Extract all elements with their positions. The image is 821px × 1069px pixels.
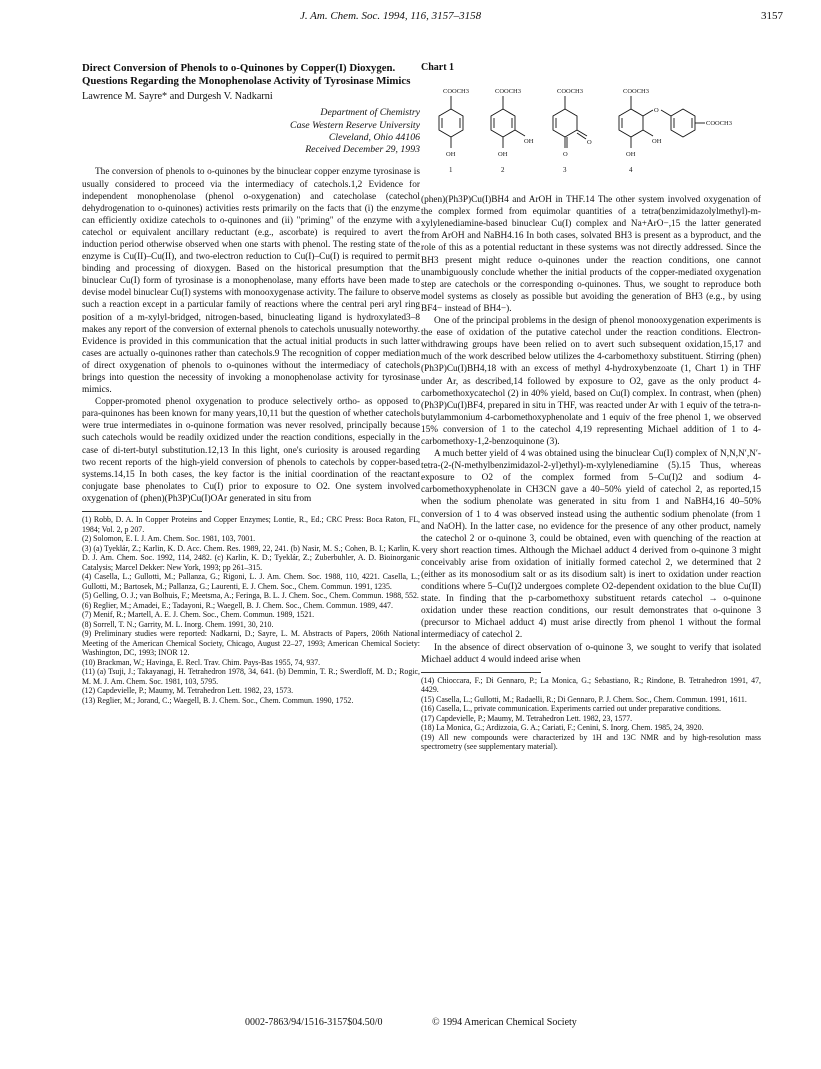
body-paragraph: In the absence of direct observation of o-quinone 3, we sought to verify that isolated Michael adduct 4 would indeed arise when [421, 642, 761, 665]
left-column [82, 62, 420, 705]
compound-number: 2 [501, 166, 505, 175]
ester-label: COOCH3 [495, 88, 522, 96]
footnote: (5) Gelling, O. J.; van Bolhuis, F.; Meetsma, A.; Feringa, B. L. J. Chem. Soc., Chem. Commun. 1988, 552. [82, 591, 419, 601]
copyright-notice: © 1994 American Chemical Society [432, 1017, 577, 1028]
footnote: (14) Chioccara, F.; Di Gennaro, P.; La Monica, G.; Sebastiano, R.; Rindone, B. Tetrahedron 1991, 47, 4429. [421, 675, 761, 695]
ester-label: COOCH3 [557, 88, 584, 96]
footnotes-right [421, 676, 761, 752]
chart-title: Chart 1 [421, 62, 455, 73]
ester-label: COOCH3 [443, 88, 470, 96]
footnote: (7) Menif, R.; Martell, A. E. J. Chem. Soc., Chem. Commun. 1989, 1521. [82, 610, 315, 620]
footnote: (18) La Monica, G.; Ardizzoia, G. A.; Cariati, F.; Cenini, S. Inorg. Chem. 1985, 24, 3920. [421, 723, 704, 733]
body-paragraph: Copper-promoted phenol oxygenation to produce selectively ortho- as opposed to para-quinones has been known for many years,10,11 but the question of whether catechols were true intermediates in o-quinone formation was never resolved, principally because such catechols would be readily oxidized under the reaction conditions, especially in the case of di-tert-butyl substitution.12,13 In this light, one's curiosity is aroused regarding two recent reports of the high-yield conversion of phenols to catechols by copper-based systems.14,15 In both cases, the key factor is the initial coordination of the reactant conjugate base phenolates to Cu(I) prior to exposure to O2. One system involved oxygenation of (phen)(Ph3P)Cu(I)OAr generated in situ from [82, 397, 420, 504]
article-code: 0002-7863/94/1516-3157$04.50/0 [245, 1017, 383, 1028]
ester-label: COOCH3 [623, 88, 650, 96]
affiliation-city: Cleveland, Ohio 44106 [328, 131, 420, 143]
body-paragraph: (phen)(Ph3P)Cu(I)BH4 and ArOH in THF.14 The other system involved oxygenation of the complex formed from equimolar quantities of a tetra(benzimidazolylmethyl)-m-xylylenediamine-based binuclear Cu(I) complex and Na+ArO−,15 the latter generated from ArOH and NaBH4.16 In both cases, solvated BH3 is present as a byproduct, and the role of this as a potential reductant in these systems was not directly addressed. Since the BH3 present might reduce o-quinones under the reaction conditions, one cannot unambiguously conclude whether the initial products of the copper-mediated oxygenation step are catechols or the corresponding o-quinones. Thus, we sought to reproduce both model systems as closely as possible but avoiding the generation of BH3 (e.g., by using BF4− instead of BH4−). [421, 195, 761, 314]
footnote: (8) Sorrell, T. N.; Garrity, M. L. Inorg. Chem. 1991, 30, 210. [82, 619, 274, 629]
footnote: (4) Casella, L.; Gullotti, M.; Pallanza, G.; Rigoni, L. J. Am. Chem. Soc. 1988, 110, 4221. Casella, L.; Gullotti, M.; Bartosek, M.; Pallanza, G.; Laurenti, E. J. Chem. Soc., Chem. Commun. 1991, 1235. [82, 572, 420, 591]
footnote: (19) All new compounds were characterized by 1H and 13C NMR and by high-resolution mass spectrometry (see supplementary material). [421, 732, 761, 752]
affiliation-department: Department of Chemistry [320, 107, 420, 119]
running-header [0, 10, 821, 28]
footnotes-left [82, 515, 420, 705]
hydroxyl-label: OH [498, 151, 508, 159]
article-title: Direct Conversion of Phenols to o-Quinones by Copper(I) Dioxygen. Questions Regarding the Monophenolase Activity of Tyrosinase Mimics [82, 62, 411, 87]
footnote: (2) Solomon, E. I. J. Am. Chem. Soc. 1981, 103, 7001. [82, 534, 256, 544]
compound-number: 1 [449, 166, 453, 175]
chemical-structures-figure [421, 76, 761, 188]
article-authors: Lawrence M. Sayre* and Durgesh V. Nadkarni [82, 91, 273, 102]
footnote: (17) Capdevielle, P.; Maumy, M. Tetrahedron Lett. 1982, 23, 1577. [421, 713, 633, 723]
footnote: (6) Reglier, M.; Amadei, E.; Tadayoni, R.; Waegell, B. J. Chem. Soc., Chem. Commun. 1989, 447. [82, 600, 393, 610]
footnote: (12) Capdevielle, P.; Maumy, M. Tetrahedron Lett. 1982, 23, 1573. [82, 686, 294, 696]
body-paragraph: A much better yield of 4 was obtained using the binuclear Cu(I) complex of N,N,N′,N′-tetra-(2-(N-methylbenzimidazol-2-yl)ethyl)-m-xylylenediamine (5).15 Thus, whereas exposure to O2 of the complex formed from 5–Cu(I)2 and sodium 4-carbomethoxyphenolate in CH3CN gave a 40–50% yield of catechol 2, as reported,15 when the sodium phenolate was generated in situ from 1 and NaBH4,16 40–50% conversion of 1 to 4 was observed instead using the authentic sodium phenolate (from 1 and NaOH). In the latter case, no evidence for the presence of any other product, namely the catechol 2 or o-quinone 3, could be obtained, even with quenching of the reaction at very short reaction times. Although the Michael adduct 4 derived from o-quinone 3 might conceivably arise from oxidation of initially formed catechol 2, we determined that 2 (either as its monosodium salt or as its disodium salt) is inert to oxidation under reaction conditions where 5–Cu(I)2 undergoes complete O2-dependent oxidation to the blue Cu(II) state. In finding that the p-carbomethoxy substituent retards catechol → o-quinone oxidation under these reaction conditions, our result demonstrates that o-quinone 3 (precursor to Michael adduct 4) must arise directly from phenol 1 without the formal intermediacy of catechol 2. [421, 449, 761, 641]
hydroxyl-label: OH [652, 138, 662, 146]
compound-number: 4 [629, 166, 633, 175]
footnote: (9) Preliminary studies were reported: Nadkarni, D.; Sayre, L. M. Abstracts of Papers, 206th National Meeting of the American Chemical Society, Chicago, August 22–27, 1993; American Chemical Society: Washington, DC, 1993; INOR 12. [82, 629, 420, 658]
footnote: (10) Brackman, W.; Havinga, E. Recl. Trav. Chim. Pays-Bas 1955, 74, 937. [82, 657, 321, 667]
footnote: (1) Robb, D. A. In Copper Proteins and Copper Enzymes; Lontie, R., Ed.; CRC Press: Boca Raton, FL, 1984; Vol. 2, p 207. [82, 515, 420, 534]
footnote: (3) (a) Tyeklár, Z.; Karlin, K. D. Acc. Chem. Res. 1989, 22, 241. (b) Nasir, M. S.; Cohen, B. I.; Karlin, K. D. J. Am. Chem. Soc. 1992, 114, 2482. (c) Karlin, K. D.; Tyeklár, Z.; Zuberbuhler, A. D. Bioinorganic Catalysis; Marcel Dekker: New York, 1993; pp 261–315. [82, 543, 420, 572]
oxo-label: O [654, 107, 659, 115]
hydroxyl-label: OH [446, 151, 456, 159]
footnote: (13) Reglier, M.; Jorand, C.; Waegell, B. J. Chem. Soc., Chem. Commun. 1990, 1752. [82, 695, 354, 705]
footnote: (16) Casella, L., private communication. Experiments carried out under preparative conditions. [421, 704, 721, 714]
footnote-divider [82, 511, 202, 512]
oxo-label: O [587, 139, 592, 147]
footnote: (11) (a) Tsuji, J.; Takayanagi, H. Tetrahedron 1978, 34, 641. (b) Demmin, T. R.; Swerdloff, M. D.; Rogic, M. M. J. Am. Chem. Soc. 1981, 103, 5795. [82, 667, 420, 686]
body-paragraph: One of the principal problems in the design of phenol monooxygenation experiments is the ease of oxidation of the putative catechol under the reaction conditions. Electron-withdrawing groups have been relied on to avert such subsequent oxidation,15,17 and much of the work described below utilizes the 4-carbomethoxy substituent. Stirring (phen)(Ph3P)Cu(I)BH4,18 with an excess of methyl 4-hydroxybenzoate (1, Chart 1) in THF under Ar, as described,14 followed by exposure to O2, gave as the only product 4-carbomethoxycatechol (2) in 40% yield, based on Cu(I) complex. In contrast, when (phen)(Ph3P)Cu(I)BF4, prepared in situ in THF, was reacted under Ar with 1 equiv of the tetra-n-butylammonium 4-carbomethoxyphenolate and 1 equiv of the free phenol 1, we observed 15% conversion of 1 to the catechol 4,19 representing Michael addition of 1 to 4-carbomethoxy-1,2-benzoquinone (3). [421, 316, 761, 447]
right-column [421, 62, 761, 752]
affiliation-university: Case Western Reserve University [290, 119, 420, 131]
footnote: (15) Casella, L.; Gullotti, M.; Radaelli, R.; Di Gennaro, P. J. Chem. Soc., Chem. Commun. 1991, 1611. [421, 694, 747, 704]
body-paragraph: The conversion of phenols to o-quinones by the binuclear copper enzyme tyrosinase is usually considered to proceed via the intermediacy of catechols.1,2 Evidence for independent monophenolase (phenol o-oxygenation) and catecholase (catechol dehydrogenation to o-quinones) activities rests primarily on the facts that (i) the enzyme can efficiently oxidize catechols to o-quinones and (ii) "priming" of the enzyme with a catechol or equivalent ancillary reductant (e.g., ascorbate) is required to avert the induction period otherwise observed when one starts with phenol. The resting state of the enzyme is Cu(II)–Cu(II), and two-electron reduction to Cu(I)–Cu(I) is required to permit binding and processing of dioxygen. Based on the historical presumption that the binuclear Cu(I) form of tyrosinase is a monophenolase, many efforts have been made to devise model binuclear Cu(I) systems with monooxygenase activity. The failure to observe such a reaction except in a particular family of reactions where the central peri aryl ring position of a m-xylyl-bridged, nitrogen-based, binucleating ligand is hydroxylated3–8 makes any report of the conversion of external phenols to catechols unusually noteworthy. Evidence is provided in this communication that the actual initial products in such latter cases are actually o-quinones rather than catechols.9 The recognition of copper mediation of direct oxygenation of phenols to o-quinones without the intermediacy of catechols brings into question the necessity of invoking a monophenolase activity for tyrosinase mimics. [82, 167, 420, 396]
footnote-divider [421, 672, 541, 673]
compound-number: 3 [563, 166, 567, 175]
chart-1-structures [421, 76, 761, 194]
page-number: 3157 [761, 10, 783, 22]
received-date: Received December 29, 1993 [305, 144, 420, 156]
hydroxyl-label: OH [626, 151, 636, 159]
journal-citation: J. Am. Chem. Soc. 1994, 116, 3157–3158 [300, 10, 482, 22]
oxo-label: O [563, 151, 568, 159]
hydroxyl-label: OH [524, 138, 534, 146]
ester-label: COOCH3 [706, 120, 733, 128]
